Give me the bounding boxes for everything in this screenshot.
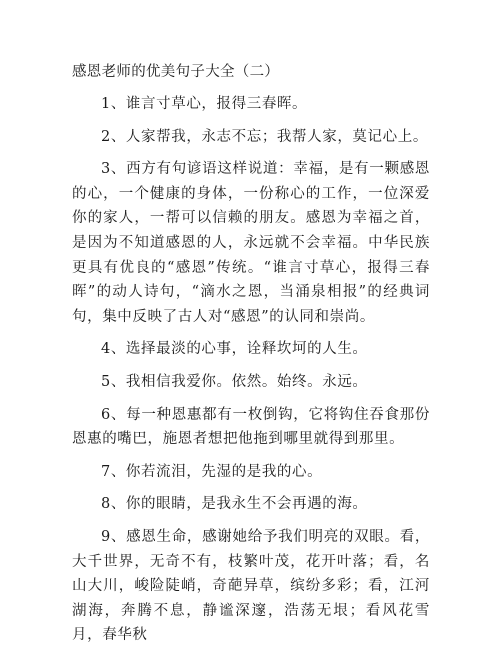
paragraph-7: 7、你若流泪，先湿的是我的心。 [101,463,323,480]
paragraph-1: 1、谁言寸草心，报得三春晖。 [101,96,308,112]
paragraph-4: 4、选择最淡的心事，诠释坎坷的人生。 [101,341,368,358]
paragraph-8: 8、你的眼睛，是我永生不会再遇的海。 [101,496,368,513]
paragraph-5: 5、我相信我爱你。依然。始终。永远。 [101,373,368,390]
paragraph-3: 3、西方有句谚语这样说道：幸福，是有一颗感恩的心，一个健康的身体，一份称心的工作，一位深爱你的家人，一帮可以信赖的朋友。感恩为幸福之首，是因为不知道感恩的人，永远就不会幸福。中华民族更具有优良的“感恩”传统。“谁言寸草心，报得三春晖”的动人诗句，“滴水之恩，当涌泉相报”的经典词句，集中反映了古人对“感恩”的认同和崇尚。 [72,161,430,325]
paragraph-2: 2、人家帮我，永志不忘；我帮人家，莫记心上。 [101,128,428,145]
paragraph-9: 9、感恩生命，感谢她给予我们明亮的双眼。看，大千世界，无奇不有，枝繁叶茂，花开叶落；看，名山大川，峻险陡峭，奇葩异草，缤纷多彩；看，江河湖海，奔腾不息，静谧深邃，浩荡无垠；看风花雪月，春华秋 [72,528,430,644]
document-title: 感恩老师的优美句子大全（二） [72,64,280,80]
paragraph-6: 6、每一种恩惠都有一枚倒钩，它将钩住吞食那份恩惠的嘴巴，施恩者想把他拖到哪里就得到那里。 [72,406,430,448]
